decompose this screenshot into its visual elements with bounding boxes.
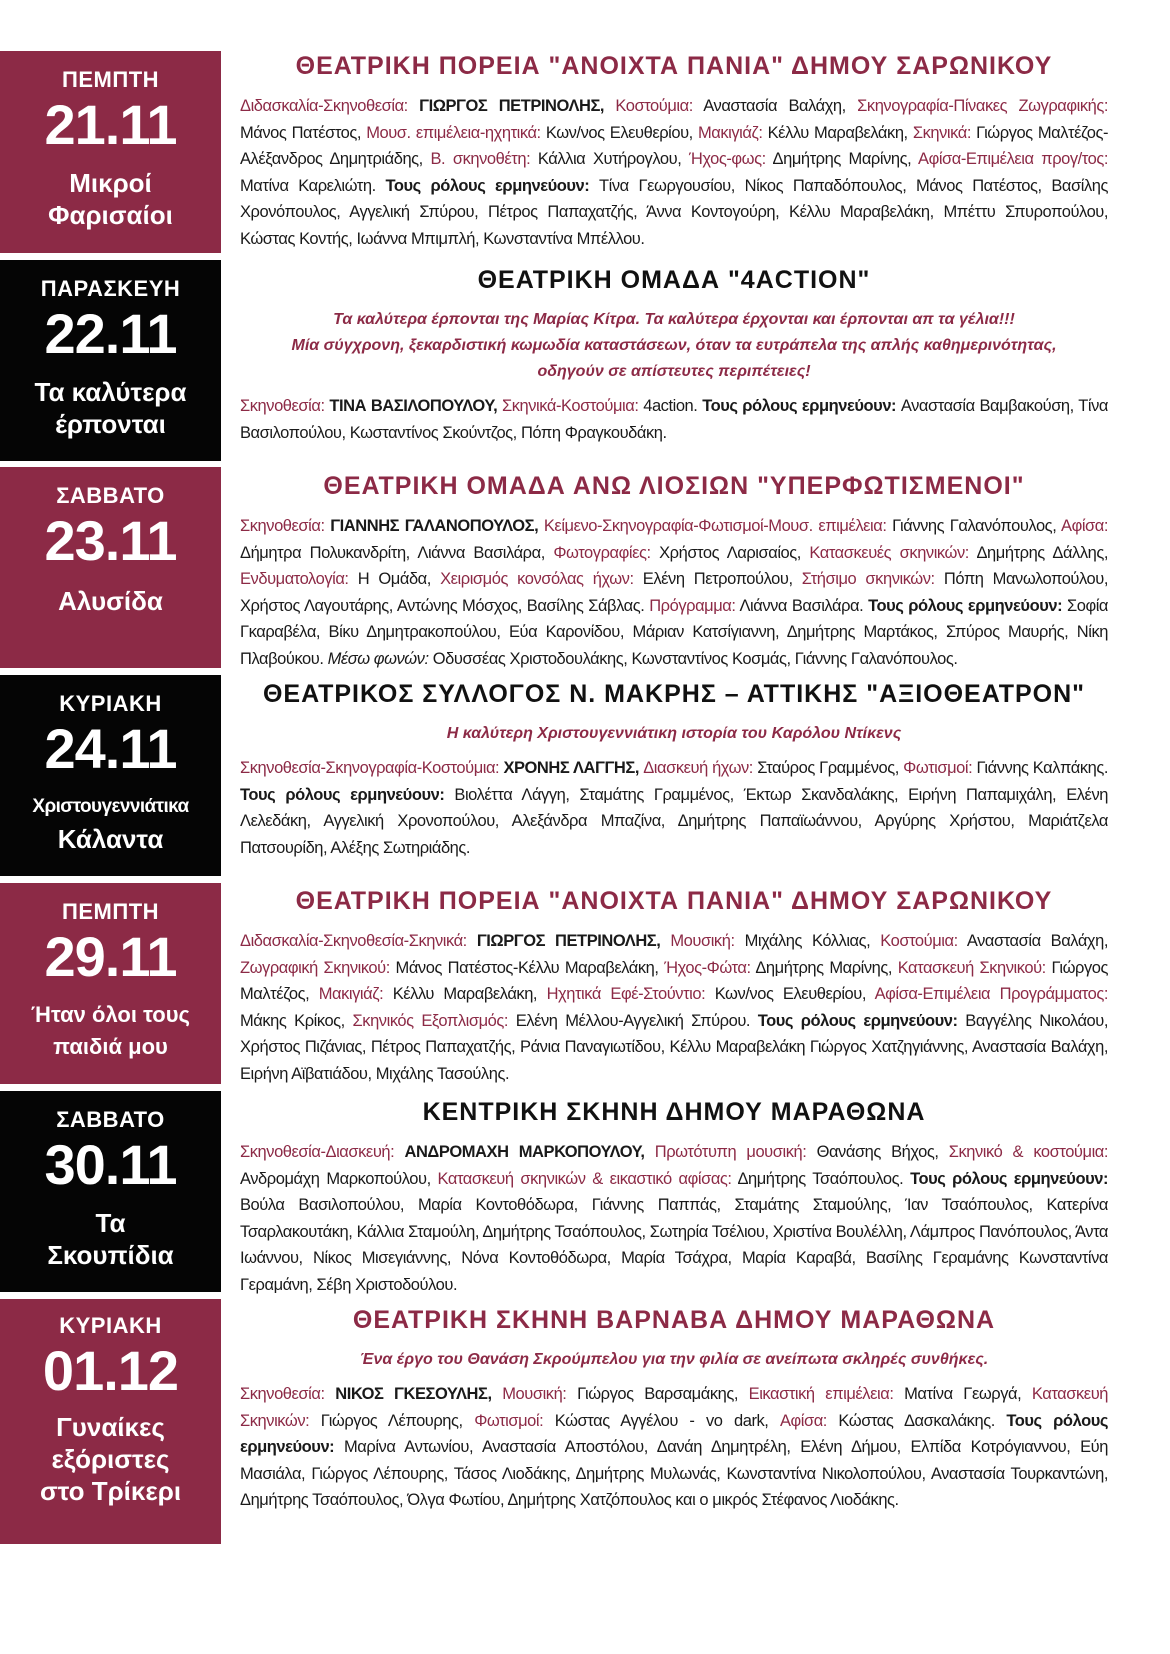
credit-text: Μέσω φωνών: — [327, 649, 433, 668]
troupe-title: ΘΕΑΤΡΙΚΟΣ ΣΥΛΛΟΓΟΣ Ν. ΜΑΚΡΗΣ – ΑΤΤΙΚΗΣ "ΑΞΙΟΘΕΑΤΡΟΝ" — [262, 680, 1086, 708]
credit-role: Σκηνοθεσία-Διασκευή: — [240, 1143, 405, 1161]
credit-emphasis: ΤΙΝΑ ΒΑΣΙΛΟΠΟΥΛΟΥ, — [329, 397, 502, 415]
credit-role: Εικαστική επιμέλεια: — [748, 1385, 905, 1403]
credit-text: Ελένη Μέλλου-Αγγελική Σπύρου. — [515, 1011, 758, 1030]
credit-role: Κατασκευή Σκηνικού: — [897, 958, 1052, 977]
tagline: Η καλύτερη Χριστουγεννιάτικη ιστορία του Καρόλου Ντίκενς — [446, 725, 902, 742]
credit-role: Μουσ. επιμέλεια-ηχητικά: — [366, 123, 546, 142]
credit-emphasis: ΓΙΩΡΓΟΣ ΠΕΤΡΙΝΟΛΗΣ, — [419, 97, 616, 115]
credit-text: Δημήτρης Τσαόπουλος. — [737, 1169, 911, 1188]
credit-role: Ηχητικά Εφέ-Στούντιο: — [546, 985, 715, 1003]
credit-text: Σοφία Γκαραβέλα, Βίκυ Δημητρακοπούλου, Εύα Καρονίδου, Μάριαν Κατσίγιαννη, Δημήτρης Μαρτάκος, Σπύρος Μαυρής, Νίκη Πλαβούκου. — [240, 596, 1108, 668]
credit-role: Μακιγιάζ: — [697, 123, 768, 142]
credit-text: Δημήτρης Δάλλης, — [976, 543, 1108, 562]
credit-text: Βιολέττα Λάγγη, Σταμάτης Γραμμένος, Έκτωρ Σκανδαλάκης, Ειρήνη Παπαμιχάλη, Ελένη Λελεδάκη, Αγγελική Χρονοπούλου, Αλεξάνδρα Μπαζίνα, Δημήτρης Παπαϊωάννου, Αργύρης Χρήστου, Μαριάτζελα Πατσουρίδη, Αλέξης Σωτηριάδης. — [240, 785, 1108, 857]
credit-text: Ματίνα Γεωργά, — [904, 1385, 1032, 1403]
credit-text: Ελένη Πετροπούλου, — [642, 570, 802, 588]
credits — [240, 1139, 1108, 1298]
event-date: 29.11 — [44, 925, 177, 988]
credit-role: Μουσική: — [670, 932, 745, 950]
troupe-title: ΘΕΑΤΡΙΚΗ ΠΟΡΕΙΑ "ΑΝΟΙΧΤΑ ΠΑΝΙΑ" ΔΗΜΟΥ ΣΑΡΩΝΙΚΟΥ — [295, 887, 1053, 915]
event-content — [240, 1098, 1108, 1298]
day-name: ΣΑΒΒΑΤΟ — [56, 483, 165, 508]
date-panel — [0, 260, 221, 461]
credit-text: Ανδρομάχη Μαρκοπούλου, — [240, 1169, 438, 1188]
event-date: 24.11 — [44, 717, 177, 780]
credit-role: Κείμενο-Σκηνογραφία-Φωτισμοί-Μουσ. επιμέλεια: — [543, 517, 893, 535]
day-name: ΚΥΡΙΑΚΗ — [59, 691, 162, 716]
credits — [240, 1381, 1108, 1514]
credit-role: Ενδυματολογία: — [240, 570, 358, 588]
credit-emphasis: Τους ρόλους ερμηνεύουν: — [240, 785, 455, 804]
event-date: 23.11 — [44, 509, 177, 572]
credit-text: Ματίνα Καρελιώτη. — [240, 176, 386, 195]
event-date: 30.11 — [44, 1133, 177, 1196]
credit-text: Κέλλυ Μαραβελάκη, — [392, 985, 547, 1003]
credit-text: Δημήτρης Μαρίνης, — [755, 958, 898, 977]
credit-text: Τίνα Γεωργουσίου, Νίκος Παπαδόπουλος, Μάνος Πατέστος, Βασίλης Χρονόπουλος, Αγγελική Σπύρου, Πέτρος Παπαχατζής, Άννα Κοντογούρη, Κέλλυ Μαραβελάκη, Μπέττυ Σπυροπούλου, Κώστας Κοντής, Ιωάννα Μπιμπλή, Κωνσταντίνα Μπέλλου. — [240, 176, 1108, 248]
credit-role: Β. σκηνοθέτη: — [430, 150, 538, 168]
credit-role: Αφίσα: — [1061, 517, 1108, 535]
credit-role: Ζωγραφική Σκηνικού: — [240, 958, 396, 977]
play-title: Ήταν όλοι τους παιδιά μου — [31, 1002, 190, 1059]
credit-text: Οδυσσέας Χριστοδουλάκης, Κωνσταντίνος Κοσμάς, Γιάννης Γαλανόπουλος. — [432, 649, 958, 668]
credit-role: Χειρισμός κονσόλας ήχων: — [440, 570, 643, 588]
credit-emphasis: ΓΙΩΡΓΟΣ ΠΕΤΡΙΝΟΛΗΣ, — [476, 932, 671, 950]
event-date: 22.11 — [44, 302, 177, 365]
credit-text: Γιάννης Γαλανόπουλος, — [892, 517, 1062, 535]
play-title: Τα καλύτερα έρπονται — [34, 377, 187, 439]
credit-text: Κων/νος Ελευθερίου, — [545, 123, 698, 142]
credit-text: Η Ομάδα, — [357, 570, 441, 588]
credit-text: Μιχάλης Κόλλιας, — [744, 932, 881, 950]
credit-text: Δημήτρης Μαρίνης, — [772, 150, 919, 168]
credit-text: Βούλα Βασιλοπούλου, Μαρία Κοντοθόδωρα, Γιάννης Παππάς, Σταμάτης Σταμούλης, Ίαν Τσαόπουλος, Κατερίνα Τσαρλακουτάκη, Κάλλια Σταμούλη, Δημήτρης Τσαόπουλος, Σωτηρία Τσέλιου, Χριστίνα Βουλέλλη, Λάμπρος Πανόπουλος, Άντα Ιωάννου, Νίκος Μισεγιάννης, Νόνα Κοντοθόδωρα, Μαρία Τσάχρα, Μαρία Καραβά, Βασίλης Γεραμάνης Κωνσταντίνα Γεραμάνη, Σέβη Χριστοδούλου. — [240, 1196, 1108, 1294]
credit-emphasis: ΑΝΔΡΟΜΑΧΗ ΜΑΡΚΟΠΟΥΛΟΥ, — [404, 1143, 655, 1161]
credit-text: Γιώργος Μαλτέζος-Αλέξανδρος Δημητριάδης, — [240, 123, 1108, 168]
date-panel — [0, 1299, 221, 1544]
credits — [240, 755, 1108, 861]
day-name: ΠΕΜΠΤΗ — [61, 899, 160, 924]
day-name: ΣΑΒΒΑΤΟ — [56, 1107, 165, 1132]
credit-role: Φωτισμοί: — [474, 1411, 555, 1430]
credit-role: Κατασκευές σκηνικών: — [809, 543, 977, 562]
play-title: Τα Σκουπίδια — [47, 1208, 174, 1270]
credit-text: Κων/νος Ελευθερίου, — [714, 985, 875, 1003]
day-name: ΚΥΡΙΑΚΗ — [59, 1313, 162, 1338]
credit-role: Ήχος-φως: — [689, 150, 773, 168]
troupe-title: ΘΕΑΤΡΙΚΗ ΟΜΑΔΑ ΑΝΩ ΛΙΟΣΙΩΝ "ΥΠΕΡΦΩΤΙΣΜΕΝΟΙ" — [323, 472, 1025, 500]
play-title: Αλυσίδα — [58, 586, 163, 616]
credit-text: Θανάσης Βήχος, — [816, 1143, 949, 1161]
credit-role: Πρωτότυπη μουσική: — [654, 1143, 817, 1161]
date-panel — [0, 883, 221, 1084]
troupe-title: ΚΕΝΤΡΙΚΗ ΣΚΗΝΗ ΔΗΜΟΥ ΜΑΡΑΘΩΝΑ — [422, 1098, 926, 1126]
credit-text: Αναστασία Βαλάχη, — [966, 932, 1108, 950]
credit-role: Κατασκευή Σκηνικών: — [240, 1385, 1109, 1430]
credit-text: Δήμητρα Πολυκανδρίτη, Λιάννα Βασιλάρα, — [240, 543, 554, 562]
day-name: ΠΑΡΑΣΚΕΥΗ — [40, 276, 181, 301]
credit-text: Αναστασία Βαμβακούση, Τίνα Βασιλοπούλου, Κωσταντίνος Σκούντζος, Πόπη Φραγκουδάκη. — [240, 397, 1108, 442]
credit-role: Ήχος-Φώτα: — [664, 958, 756, 977]
event-content — [240, 472, 1108, 672]
tagline: Τα καλύτερα έρπονται της Μαρίας Κίτρα. Τα καλύτερα έρχονται και έρπονται απ τα γέλια!!! Μία σύγχρονη, ξεκαρδιστική κωμωδία καταστάσεων, όταν τα ευτράπελα της απλής καθημερινότητας, οδηγούν σε απίστευτες περιπέτειες! — [291, 311, 1057, 380]
credit-emphasis: Τους ρόλους ερμηνεύουν: — [385, 176, 600, 195]
troupe-title: ΘΕΑΤΡΙΚΗ ΟΜΑΔΑ "4ACTION" — [477, 266, 871, 294]
credit-role: Αφίσα-Επιμέλεια Προγράμματος: — [874, 985, 1108, 1003]
credit-role: Φωτισμοί: — [903, 759, 977, 777]
credit-text: Πόπη Μανωλοπούλου, Χρήστος Λαγουτάρης, Αντώνης Μόσχος, Βασίλης Σάβλας. — [240, 570, 1108, 615]
date-panel — [0, 51, 221, 253]
credits — [240, 928, 1108, 1087]
credit-emphasis: ΓΙΑΝΝΗΣ ΓΑΛΑΝΟΠΟΥΛΟΣ, — [330, 517, 544, 535]
credit-text: Γιώργος Μαλτέζος, — [240, 958, 1108, 1003]
credit-text: Βαγγέλης Νικολάου, Χρήστος Πιζάνιας, Πέτρος Παπαχατζής, Ράνια Παναγιωτίδου, Κέλλυ Μαραβελάκη Γιώργος Χατζηγιάννης, Αναστασία Βαλάχη, Ειρήνη Αϊβατιάδου, Μιχάλης Τασούλης. — [240, 1011, 1108, 1083]
credit-text: Κώστας Αγγέλου - vo dark, — [554, 1411, 780, 1430]
credits — [240, 513, 1108, 672]
credit-text: Αναστασία Βαλάχη, — [703, 97, 858, 115]
event-date: 01.12 — [42, 1339, 179, 1402]
credits — [240, 93, 1108, 252]
credit-text: Κέλλυ Μαραβελάκη, — [767, 123, 913, 142]
credit-emphasis: Τους ρόλους ερμηνεύουν: — [868, 596, 1067, 615]
credit-role: Πρόγραμμα: — [649, 596, 740, 615]
credit-role: Φωτογραφίες: — [553, 543, 660, 562]
credit-emphasis: Τους ρόλους ερμηνεύουν: — [702, 397, 901, 415]
credit-emphasis: ΝΙΚΟΣ ΓΚΕΣΟΥΛΗΣ, — [335, 1385, 503, 1403]
credit-role: Σκηνογραφία-Πίνακες Ζωγραφικής: — [857, 97, 1108, 115]
date-panel — [0, 675, 221, 876]
troupe-title: ΘΕΑΤΡΙΚΗ ΠΟΡΕΙΑ "ΑΝΟΙΧΤΑ ΠΑΝΙΑ" ΔΗΜΟΥ ΣΑΡΩΝΙΚΟΥ — [295, 52, 1053, 80]
troupe-title: ΘΕΑΤΡΙΚΗ ΣΚΗΝΗ ΒΑΡΝΑΒΑ ΔΗΜΟΥ ΜΑΡΑΘΩΝΑ — [352, 1306, 996, 1334]
credit-role: Μακιγιάζ: — [318, 985, 393, 1003]
credit-role: Κοστούμια: — [880, 932, 967, 950]
credit-emphasis: ΧΡΟΝΗΣ ΛΑΓΓΗΣ, — [503, 759, 644, 777]
event-content — [240, 887, 1108, 1087]
credit-emphasis: Τους ρόλους ερμηνεύουν: — [910, 1169, 1108, 1188]
credit-role: Σκηνοθεσία: — [240, 517, 331, 535]
credit-role: Διασκευή ήχων: — [643, 759, 758, 777]
credit-text: Μαρίνα Αντωνίου, Αναστασία Αποστόλου, Δανάη Δημητρέλη, Ελένη Δήμου, Ελπίδα Κοτρόγιαννου, Εύη Μασιάλα, Γιώργος Λέπουρης, Τάσος Λιοδάκης, Δημήτρης Μυλωνάς, Κωνσταντίνα Νικολοπούλου, Αναστασία Τουρκαντώνη, Δημήτρης Τσαόπουλος, Όλγα Φωτίου, Δημήτρης Χατζόπουλος και ο μικρός Στέφανος Λιοδάκης. — [240, 1438, 1108, 1509]
credit-role: Σκηνοθεσία: — [240, 397, 330, 415]
play-title: Χριστουγεννιάτικα Κάλαντα — [32, 796, 189, 854]
credit-text: Χρήστος Λαρισαίος, — [659, 543, 810, 562]
credit-text: Γιάννης Καλπάκης. — [976, 759, 1108, 777]
credit-text: Σταύρος Γραμμένος, — [757, 759, 904, 777]
credit-text: Γιώργος Βαρσαμάκης, — [577, 1385, 749, 1403]
credit-text: Γιώργος Λέπουρης, — [320, 1411, 475, 1430]
credit-text: Μάκης Κρίκος, — [240, 1011, 353, 1030]
credit-role: Σκηνοθεσία: — [240, 1385, 336, 1403]
credit-role: Σκηνικά-Κοστούμια: — [501, 397, 644, 415]
date-panel — [0, 1091, 221, 1292]
date-panel — [0, 467, 221, 668]
credit-text: Κώστας Δασκαλάκης. — [838, 1411, 1007, 1430]
credit-role: Αφίσα-Επιμέλεια προγ/τος: — [918, 150, 1108, 168]
credit-role: Διδασκαλία-Σκηνοθεσία-Σκηνικά: — [240, 932, 477, 950]
day-name: ΠΕΜΠΤΗ — [61, 67, 160, 92]
event-content — [240, 1306, 1108, 1514]
credit-text: Λιάννα Βασιλάρα. — [739, 596, 869, 615]
play-title: Γυναίκες εξόριστες στο Τρίκερι — [39, 1412, 182, 1506]
credit-emphasis: Τους ρόλους ερμηνεύουν: — [240, 1411, 1109, 1456]
credit-role: Αφίσα: — [779, 1411, 839, 1430]
event-content — [240, 680, 1108, 861]
credit-role: Σκηνικός Εξοπλισμός: — [352, 1011, 516, 1030]
credit-role: Στήσιμο σκηνικών: — [801, 570, 944, 588]
credit-emphasis: Τους ρόλους ερμηνεύουν: — [757, 1011, 966, 1030]
tagline: Ένα έργο του Θανάση Σκρούμπελου για την φιλία σε ανείπωτα σκληρές συνθήκες. — [359, 1351, 989, 1368]
event-content — [240, 266, 1108, 446]
credit-role: Κοστούμια: — [615, 97, 704, 115]
credit-role: Διδασκαλία-Σκηνοθεσία: — [240, 97, 420, 115]
credits — [240, 393, 1108, 446]
play-title: Μικροί Φαρισαίοι — [48, 168, 173, 230]
event-date: 21.11 — [44, 93, 177, 156]
credit-role: Μουσική: — [502, 1385, 578, 1403]
credit-text: Μάνος Πατέστος, — [240, 123, 367, 142]
credit-role: Κατασκευή σκηνικών & εικαστικό αφίσας: — [437, 1169, 738, 1188]
credit-role: Σκηνικά: — [912, 123, 977, 142]
credit-text: Κάλλια Χυτήρογλου, — [537, 150, 690, 168]
credit-text: 4action. — [643, 397, 703, 415]
credit-role: Σκηνοθεσία-Σκηνογραφία-Κοστούμια: — [240, 759, 504, 777]
event-content — [240, 52, 1108, 252]
credit-text: Μάνος Πατέστος-Κέλλυ Μαραβελάκη, — [395, 958, 665, 977]
credit-role: Σκηνικό & κοστούμια: — [948, 1143, 1109, 1161]
